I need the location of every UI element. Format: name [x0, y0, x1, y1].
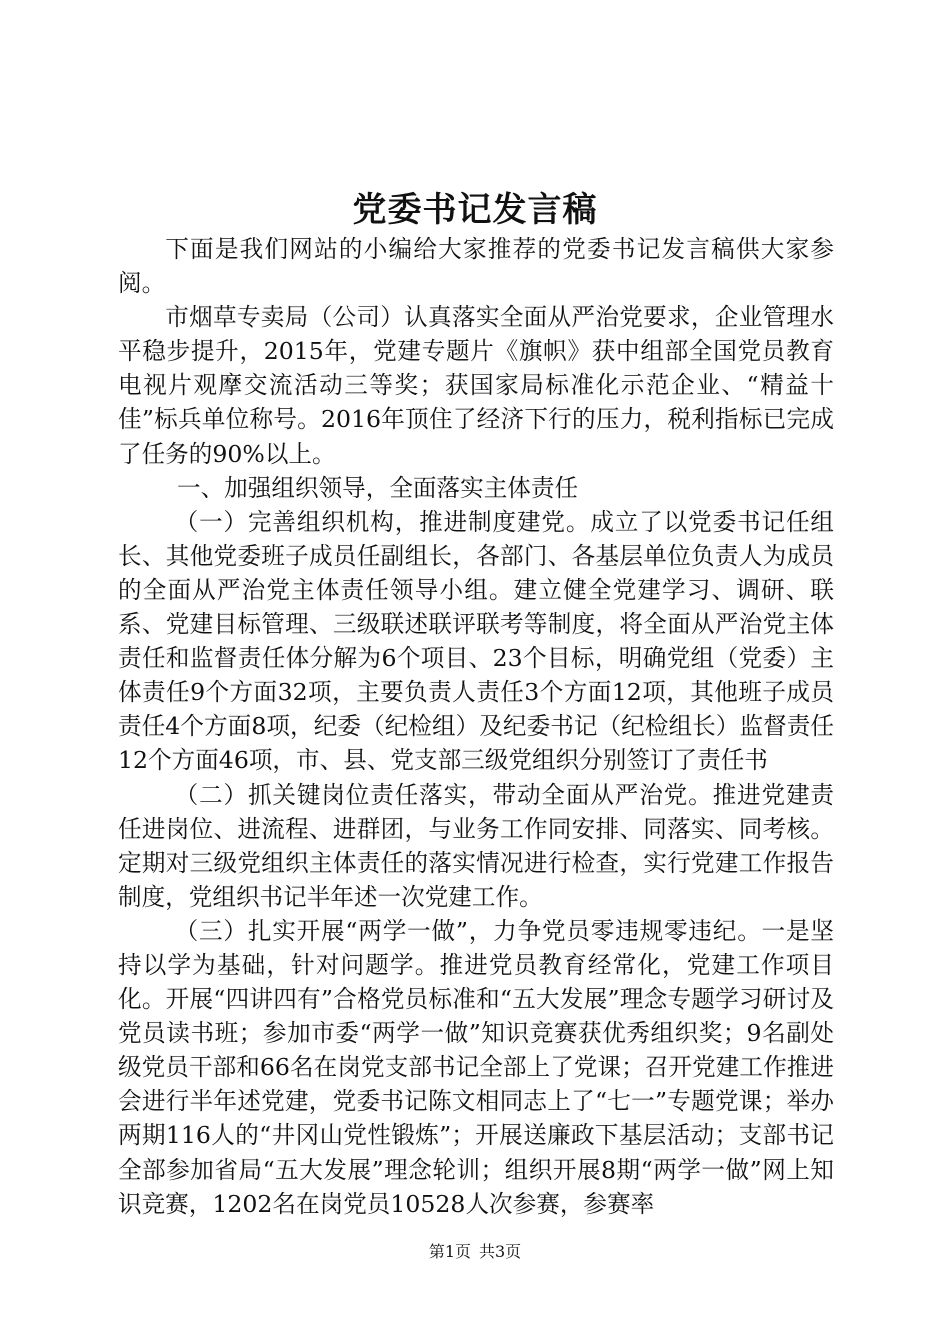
subsection-2-paragraph: （二）抓关键岗位责任落实，带动全面从严治党。推进党建责任进岗位、进流程、进群团，与业务工作同安排、同落实、同考核。定期对三级党组织主体责任的落实情况进行检查，实行党建工作报告制度，党组织书记半年述一次党建工作。: [118, 780, 834, 911]
subsection-3-paragraph: （三）扎实开展“两学一做”，力争党员零违规零违纪。一是坚持以学为基础，针对问题学。推进党员教育经常化，党建工作项目化。开展“四讲四有”合格党员标准和“五大发展”理念专题学习研讨及党员读书班；参加市委“两学一做”知识竞赛获优秀组织奖；9名副处级党员干部和66名在岗党支部书记全部上了党课；召开党建工作推进会进行半年述党建，党委书记陈文相同志上了“七一”专题党课；举办两期116人的“井冈山党性锻炼”；开展送廉政下基层活动；支部书记全部参加省局“五大发展”理念轮训；组织开展8期“两学一做”网上知识竞赛，1202名在岗党员10528人次参赛，参赛率: [118, 916, 834, 1218]
page-footer: [0, 1240, 950, 1264]
section-heading: 一、加强组织领导，全面落实主体责任: [177, 473, 579, 502]
document-title: 党委书记发言稿: [352, 190, 598, 230]
page-number: 第1页: [428, 1242, 471, 1261]
overview-paragraph: 市烟草专卖局（公司）认真落实全面从严治党要求，企业管理水平稳步提升，2015年，党建专题片《旗帜》获中组部全国党员教育电视片观摩交流活动三等奖；获国家局标准化示范企业、“精益十佳”标兵单位称号。2016年顶住了经济下行的压力，税利指标已完成了任务的90%以上。: [118, 303, 834, 468]
page-total: 共3页: [479, 1242, 522, 1261]
document-body: [118, 232, 834, 1221]
subsection-1-paragraph: （一）完善组织机构，推进制度建党。成立了以党委书记任组长、其他党委班子成员任副组长，各部门、各基层单位负责人为成员的全面从严治党主体责任领导小组。建立健全党建学习、调研、联系、党建目标管理、三级联述联评联考等制度，将全面从严治党主体责任和监督责任体分解为6个项目、23个目标，明确党组（党委）主体责任9个方面32项，主要负责人责任3个方面12项，其他班子成员责任4个方面8项，纪委（纪检组）及纪委书记（纪检组长）监督责任12个方面46项，市、县、党支部三级党组织分别签订了责任书: [118, 507, 834, 775]
intro-paragraph: 下面是我们网站的小编给大家推荐的党委书记发言稿供大家参阅。: [118, 235, 834, 298]
